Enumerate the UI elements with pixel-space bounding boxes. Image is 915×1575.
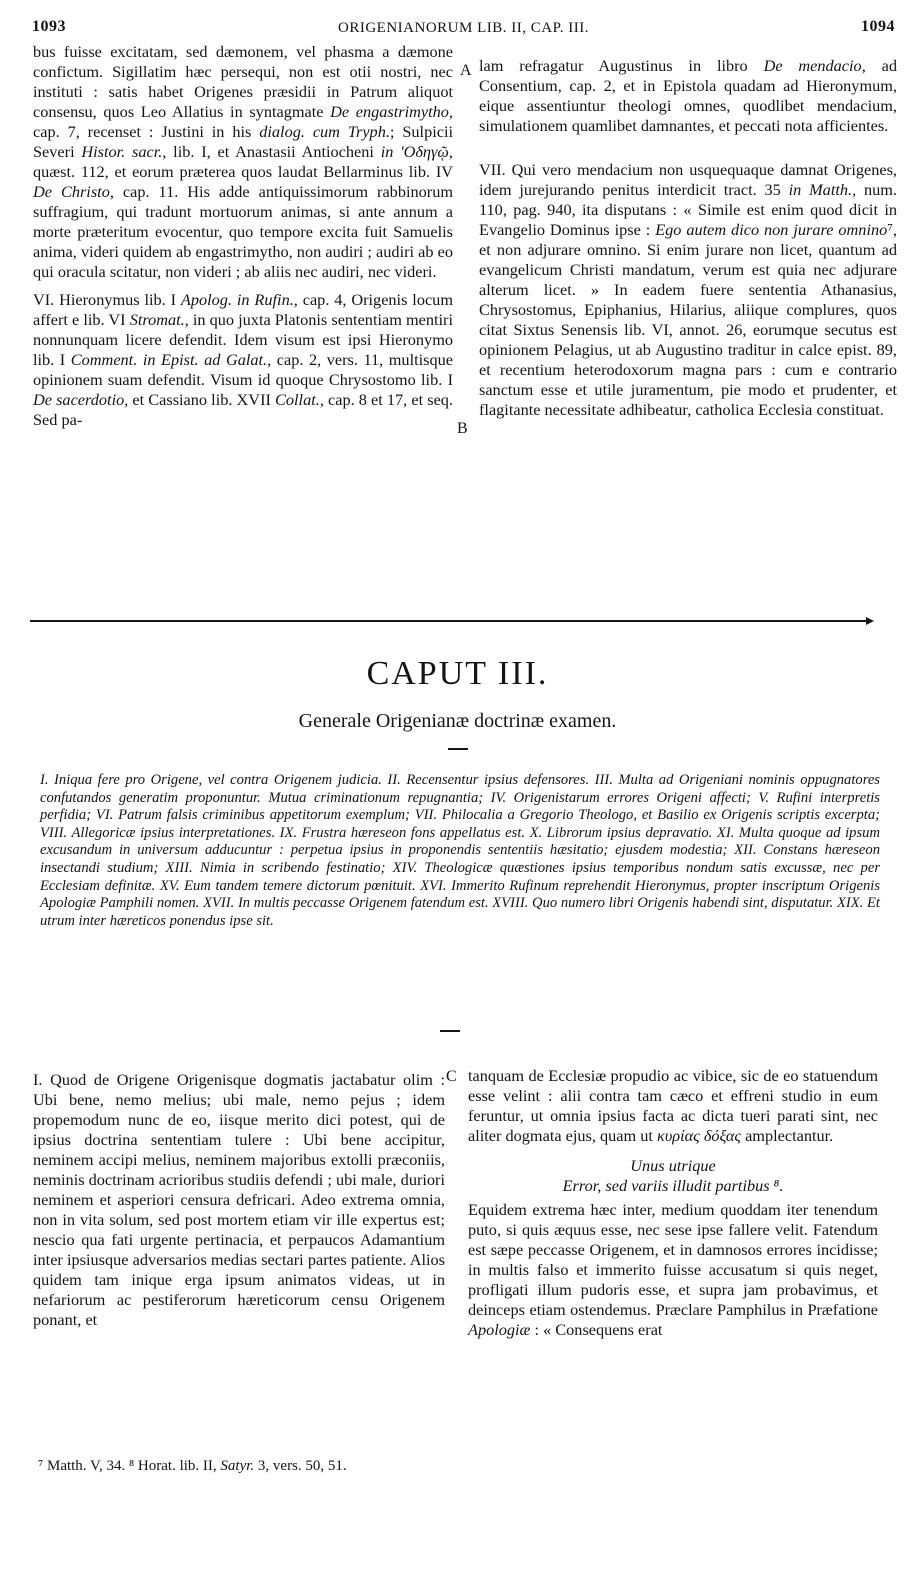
verse-line: Error, sed variis illudit partibus ⁸.: [562, 1176, 784, 1195]
margin-letter-c: C: [446, 1068, 457, 1085]
paragraph: [479, 56, 897, 136]
text-run: ⁷ Matth. V, 34. ⁸ Horat. lib. II,: [38, 1458, 221, 1474]
page-number-right: 1094: [861, 18, 895, 35]
text-run: tanquam de Ecclesiæ propudio ac vibice, sic de eo statuendum esse velint : alii contra tam cæco et effreni studio in eum feruntur, ut omnia ipsius facta ac dicta tueri parati sint, nec aliter dogmata ejus, quam ut: [468, 1066, 878, 1145]
italic-run: De Christo: [33, 182, 110, 201]
separator-dash: [440, 1030, 460, 1032]
running-title: ORIGENIANORUM LIB. II, CAP. III.: [338, 20, 589, 36]
text-run: ⁷, et non adjurare omnino. Si enim jurare non licet, quantum ad evangelicum Christi mandatum, verum est quia nec adjurare alterum licet. » In eadem fuere sententia Athanasius, Chrysostomus, Epiphanius, Hilarius, aliique complures, quos citat Sixtus Senensis lib. VI, annot. 26, eorumque secutus est opinionem Pelagius, ut ab Augustino traditur in calce epist. 89, et recentium heterodoxorum magna pars : cum e contrario sanctum esse et utile juramentum, pie modo et prudenter, et flagitante necessitate adhibeatur, catholica Ecclesia constituat.: [479, 220, 897, 419]
text-run: , in quo juxta Platonis sententiam mentiri nonnunquam licere defendit. Idem visum est ipsi Hieronymo lib. I: [33, 310, 453, 369]
margin-letter-a: A: [460, 62, 472, 79]
italic-run: Apolog. in Rufin.: [180, 290, 294, 309]
italic-run: in 'Οδηγῷ: [380, 142, 449, 161]
text-run: VI. Hieronymus lib. I: [33, 290, 181, 309]
text-run: , et Cassiano lib. XVII: [124, 390, 276, 409]
paragraph-section-i: I. Quod de Origene Origenisque dogmatis jactabatur olim : Ubi bene, nemo melius; ubi male, nemo pejus ; idem propemodum nunc de eo, iisque merito dici potest, qui de ipsius doctrina sententiam tulere : Ubi bene accipitur, neminem accipi melius, neminem majoribus extolli præconiis, neminis doctrinam acrioribus studiis defendi ; ubi male, duriori neminem et asperiori censura defricari. Adeo extrema omnia, non in vita solum, sed post mortem etiam vir ille expertus est; nescio qua fati urgente pertinacia, et perpaucos Adamantium inter ipsiusque adversarios medias sectari partes patiente. Alios quidem tam inique erga ipsum animatos videas, ut in nefariorum ac pestiferorum hæreticorum censu Origenem ponant, et: [33, 1070, 445, 1329]
chapter-title: CAPUT III.: [366, 655, 549, 692]
italic-run: De sacerdotio: [33, 390, 125, 409]
separator-dash: [448, 748, 468, 750]
italic-run: De engastrimytho: [330, 102, 449, 121]
verse-line: Unus utrique: [630, 1156, 716, 1175]
text-run: , cap. 8 et 17, et seq. Sed pa-: [33, 390, 454, 429]
bottom-right-column: [468, 1066, 878, 1340]
text-run: , cap. 4, Origenis locum affert e lib. VI: [33, 290, 453, 329]
paragraph-section-vii: [479, 160, 897, 420]
text-run: lam refragatur Augustinus in libro: [479, 56, 764, 75]
text-run: VII. Qui vero mendacium non usquequaque damnat Origenes, idem jurejurando penitus interdicit tract. 35: [479, 160, 897, 199]
italic-run: De mendacio: [763, 56, 862, 75]
chapter-subtitle: Generale Origenianæ doctrinæ examen.: [298, 710, 617, 732]
text-run: amplectantur.: [741, 1126, 834, 1145]
italic-run: κυρίας δόξας: [657, 1126, 741, 1145]
section-rule: [30, 620, 866, 622]
italic-run: in Matth.: [788, 180, 853, 199]
italic-run: Comment. in Epist. ad Galat.: [70, 350, 268, 369]
bottom-left-column: [33, 1070, 445, 1330]
text-run: , ad Consentium, cap. 2, et in Epistola quadam ad Hieronymum, eique assentiuntur theologi omnes, quodlibet mendacium, simulationem quamlibet damnantes, et peccati nota afficientes.: [479, 56, 897, 135]
paragraph: [468, 1066, 878, 1146]
italic-run: Apologiæ: [468, 1320, 531, 1339]
italic-run: dialog. cum Tryph.: [259, 122, 390, 141]
text-run: 3, vers. 50, 51.: [254, 1458, 347, 1474]
paragraph-section-vi: [33, 290, 453, 430]
text-run: , quæst. 112, et eorum præterea quos laudat Bellarminus lib. IV: [33, 142, 453, 181]
paragraph: [33, 42, 453, 282]
chapter-summary: I. Iniqua fere pro Origene, vel contra Origenem judicia. II. Recensentur ipsius defensores. III. Multa ad Origeniani nominis oppugnatores confutandos generatim proponuntur. Mutua criminationum repugnantia; IV. Origenistarum errores Origeni affecti; V. Rufini interpretis perfidia; VI. Patrum falsis criminibus appetitorum exemplum; VII. Philocalia a Gregorio Theologo, et Basilio ex Origenis scriptis excerpta; VIII. Allegoricæ ipsius interpretationes. IX. Frustra hæreseon fons appellatus est. X. Librorum ipsius depravatio. XI. Multa quoque ad ipsum excusandum in universum adducuntur : perpetua ipsius in proponendis sententiis hæsitatio; ejusdem modestia; XII. Constans hæreseon insectandi studium; XIII. Nimia in scribendo festinatio; XIV. Theologicæ quæstiones ipsius temporibus nondum satis excussæ, nec per Ecclesiam definitæ. XV. Eum tandem temere dictorum pœnituit. XVI. Immerito Rufinum reprehendit Hieronymus, propter inscriptum Origenis Apologiæ Pamphili nomen. XVII. In multis peccasse Origenem fatendum est. XVIII. Quo numero libri Origenis habendi sint, disputatur. XIX. Et utrum inter hæreticos ponendus ipse sit.: [40, 772, 880, 929]
text-run: , cap. 7, recenset : Justini in his: [33, 102, 453, 141]
margin-letter-b: B: [457, 420, 468, 437]
text-run: , lib. I, et Anastasii Antiocheni: [162, 142, 381, 161]
text-run: , cap. 11. His adde antiquissimorum rabbinorum suffragium, qui tradunt mortuorum animas, si ante annum a morte præteritum evocentur, quo tempore excita fuit Samuelis anima, videri quidem ab engastrimytho, non audiri ; audiri ab eo qui oracula scitatur, non videri ; ab aliis nec audiri, nec videri.: [33, 182, 453, 281]
text-run: , num. 110, pag. 940, ita disputans : « Simile est enim quod dicit in Evangelio Dominus ipse :: [479, 180, 897, 239]
paragraph: [468, 1200, 878, 1340]
text-run: bus fuisse excitatam, sed dæmonem, vel phasma a dæmone confictum. Sigillatim hæc persequi, non est otii nostri, nec instituti : satis habet Origenes præsidii in Patrum aliquot consensu, quos Leo Allatius in syntagmate: [33, 42, 453, 121]
text-run: Equidem extrema hæc inter, medium quoddam iter tenendum puto, si quis æquus esse, nec sese ipse fallere velit. Fatendum est sæpe peccasse Origenem, et in damnosos errores incidisse; in multis falso et immerito fuisse accusatum si quis neget, profligati illum pudoris esse, et supra jam probavimus, et deinceps etiam ostendemus. Præclare Pamphilus in Præfatione: [468, 1200, 878, 1319]
italic-run: Ego autem dico non jurare omnino: [655, 220, 888, 239]
section-rule-arrowhead: [866, 617, 874, 625]
italic-run: Collat.: [275, 390, 320, 409]
italic-run: Stromat.: [129, 310, 185, 329]
italic-run: Histor. sacr.: [81, 142, 163, 161]
running-header: [32, 14, 895, 44]
text-run: : « Consequens erat: [530, 1320, 663, 1339]
verse-quote: [468, 1156, 878, 1196]
text-run: , cap. 2, vers. 11, multisque opinionem suam defendit. Visum id quoque Chrysostomo lib. I: [33, 350, 453, 389]
text-run: ; Sulpicii Severi: [33, 122, 454, 161]
top-left-column: [33, 42, 453, 430]
top-right-column: [479, 56, 897, 420]
italic-run: Satyr.: [220, 1458, 255, 1474]
footnotes: [38, 1458, 347, 1475]
page-number-left: 1093: [32, 18, 66, 35]
